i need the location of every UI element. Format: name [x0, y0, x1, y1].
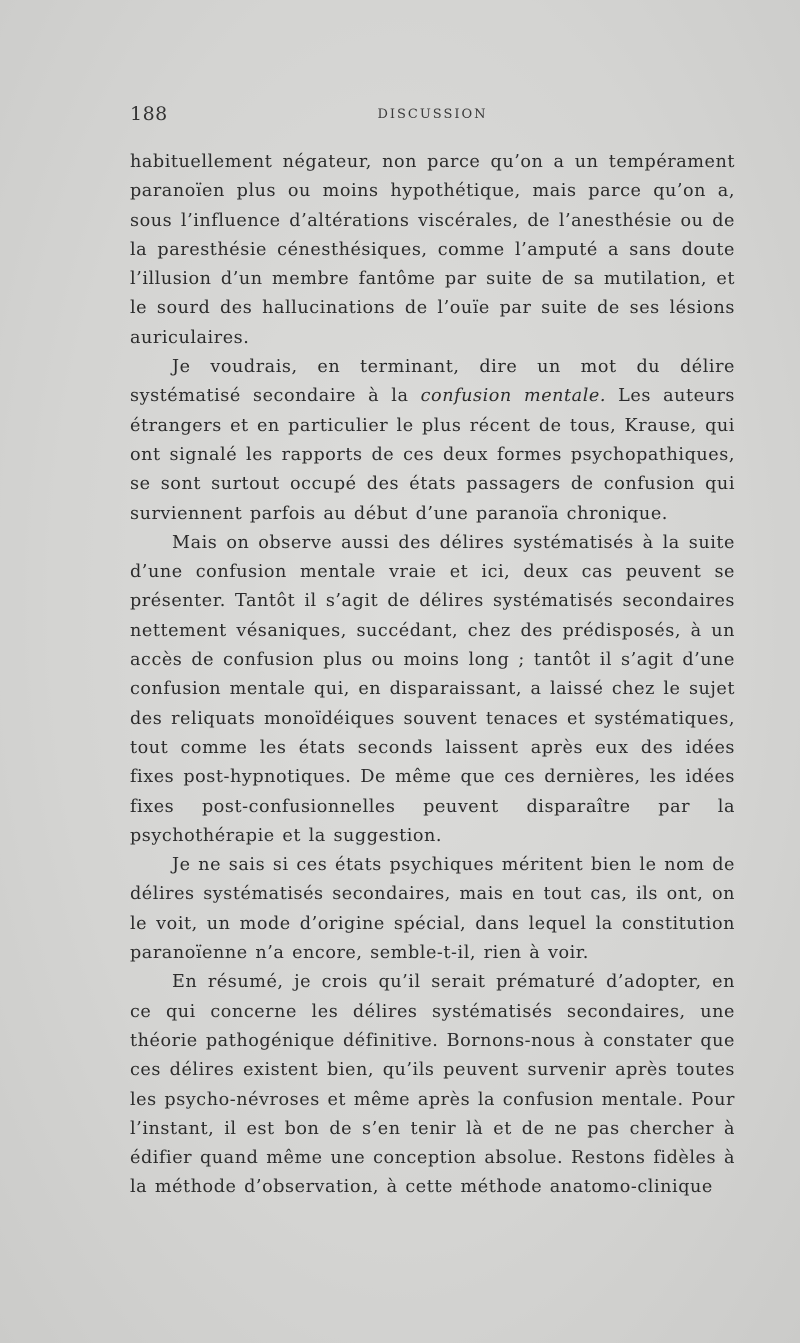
body-text: [130, 148, 735, 1203]
paragraph-confusion-mentale: [130, 353, 735, 529]
paragraph-text: Les auteurs étrangers et en particulier le plus récent de tous, Krause, qui ont signalé les rapports de ces deux formes psychopathiques, se sont surtout occupé des états passagers de confusion qui surviennent parfois au début d’une paranoïa chronique.: [130, 386, 735, 524]
running-head: [130, 103, 735, 133]
paragraph-text: Je voudrais, en terminant, dire un mot du délire systématisé secondaire à la: [130, 357, 735, 407]
page-number: 188: [130, 103, 168, 125]
paragraph-continued: habituellement négateur, non parce qu’on a un tempérament paranoïen plus ou moins hypothétique, mais parce qu’on a, sous l’influence d’altérations viscérales, de l’anesthésie ou de la paresthésie cénesthésiques, comme l’amputé a sans doute l’illusion d’un membre fantôme par suite de sa mutilation, et le sourd des hallucinations de l’ouïe par suite de ses lésions auriculaires.: [130, 152, 735, 348]
section-title: DISCUSSION: [377, 107, 488, 122]
paragraph-resume: En résumé, je crois qu’il serait prématuré d’adopter, en ce qui concerne les délires systématisés secondaires, une théorie pathogénique définitive. Bornons-nous à constater que ces délires existent bien, qu’ils peuvent survenir après toutes les psycho-névroses et même après la confusion mentale. Pour l’instant, il est bon de s’en tenir là et de ne pas chercher à édifier quand même une conception absolue. Restons fidèles à la méthode d’observation, à cette méthode anatomo-clinique: [130, 972, 735, 1198]
italic-term: confusion mentale.: [420, 386, 606, 407]
paragraph-etats-psychiques: Je ne sais si ces états psychiques méritent bien le nom de délires systématisés secondaires, mais en tout cas, ils ont, on le voit, un mode d’origine spécial, dans lequel la constitution paranoïenne n’a encore, semble-t-il, rien à voir.: [130, 855, 735, 964]
paragraph-deux-cas: Mais on observe aussi des délires systématisés à la suite d’une confusion mentale vraie et ici, deux cas peuvent se présenter. Tantôt il s’agit de délires systématisés secondaires nettement vésaniques, succédant, chez des prédisposés, à un accès de confusion plus ou moins long ; tantôt il s’agit d’une confusion mentale qui, en disparaissant, a laissé chez le sujet des reliquats monoïdéiques souvent tenaces et systématiques, tout comme les états seconds laissent après eux des idées fixes post-hypnotiques. De même que ces dernières, les idées fixes post-confusionnelles peuvent disparaître par la psychothérapie et la suggestion.: [130, 532, 735, 846]
